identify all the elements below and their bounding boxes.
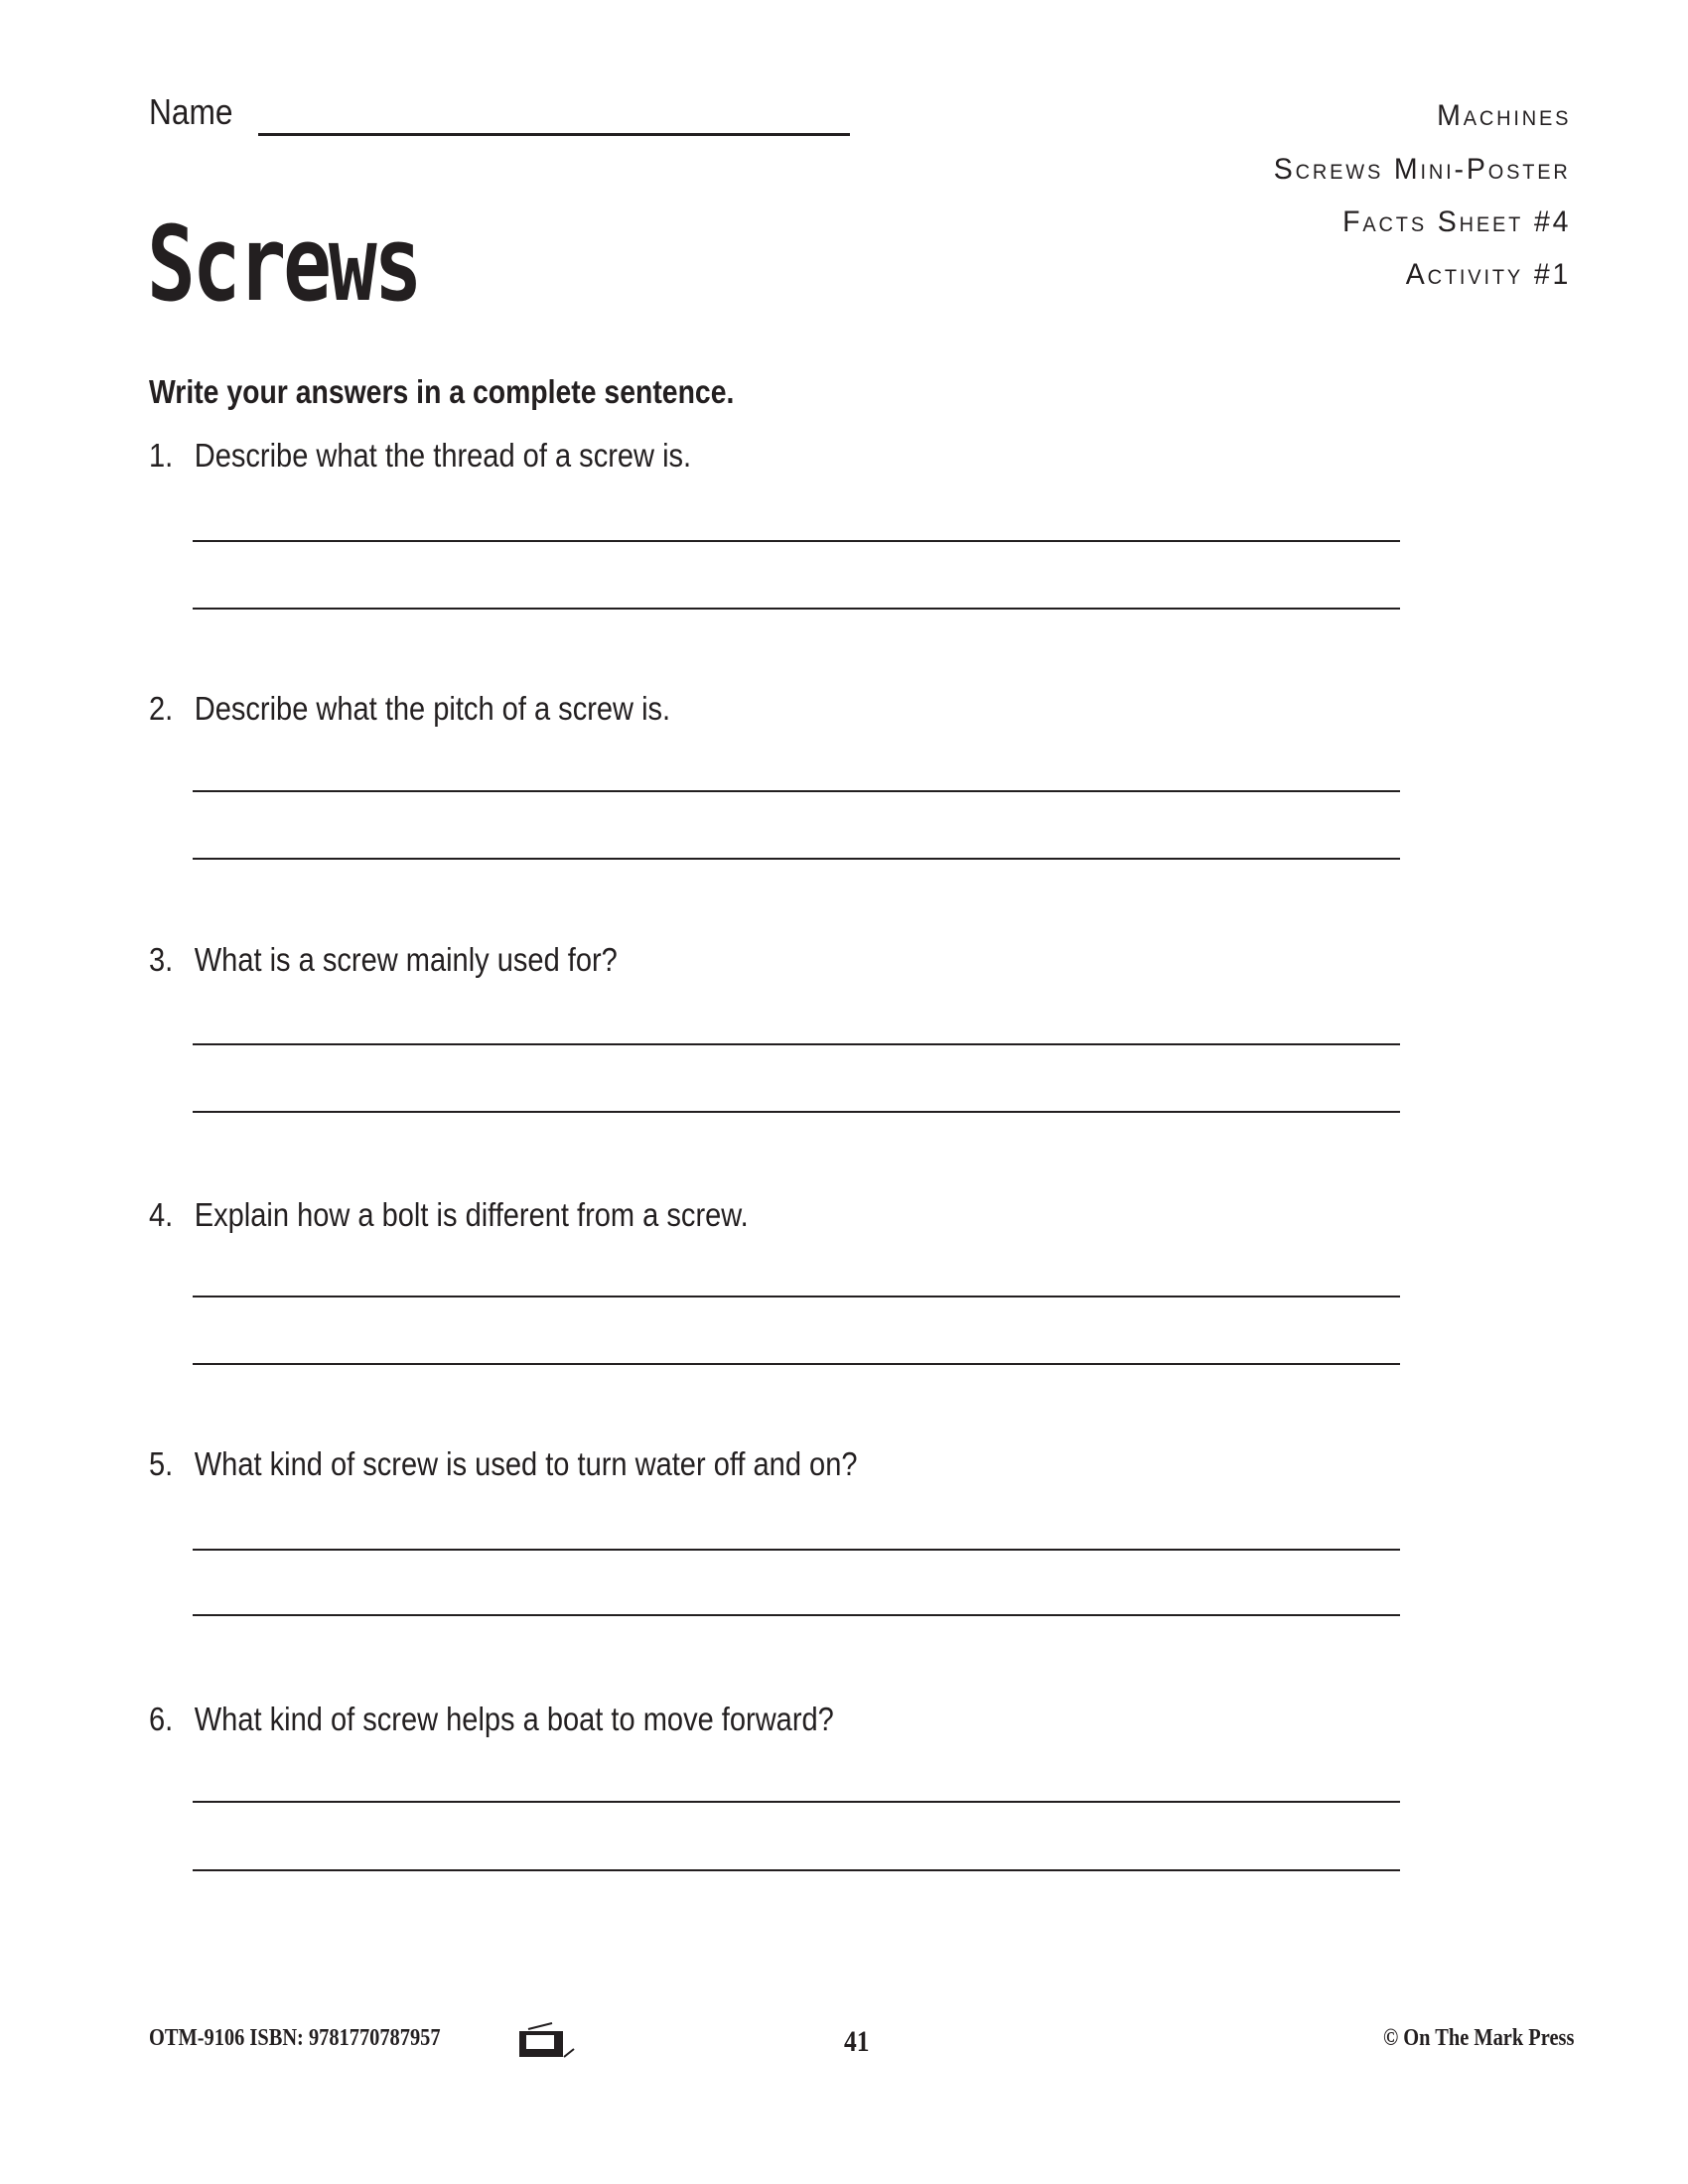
question-text: What kind of screw is used to turn water off and on? (194, 1445, 858, 1482)
answer-line[interactable] (193, 1614, 1400, 1616)
answer-line[interactable] (193, 1111, 1400, 1113)
instructions: Write your answers in a complete sentence. (149, 373, 735, 410)
answer-line[interactable] (193, 790, 1400, 792)
name-answer-line[interactable] (258, 133, 850, 136)
question-2 (149, 690, 670, 728)
footer-isbn: OTM-9106 ISBN: 9781770787957 (149, 2025, 441, 2051)
question-6 (149, 1701, 834, 1738)
question-number: 3. (149, 941, 174, 978)
header-poster: Screws Mini-Poster (1274, 153, 1571, 186)
question-text: What kind of screw helps a boat to move forward? (194, 1701, 834, 1737)
page-title: Screws (147, 204, 420, 325)
question-number: 5. (149, 1445, 174, 1482)
answer-line[interactable] (193, 1869, 1400, 1871)
question-text: Describe what the pitch of a screw is. (194, 690, 671, 727)
answer-line[interactable] (193, 1801, 1400, 1803)
question-4 (149, 1196, 749, 1234)
question-number: 6. (149, 1701, 174, 1737)
question-number: 1. (149, 437, 174, 474)
answer-line[interactable] (193, 540, 1400, 542)
answer-line[interactable] (193, 858, 1400, 860)
answer-line[interactable] (193, 608, 1400, 610)
name-label: Name (149, 91, 233, 132)
header-activity: Activity #1 (1405, 258, 1571, 291)
copier-icon (518, 2021, 588, 2061)
question-text: What is a screw mainly used for? (194, 941, 618, 978)
answer-line[interactable] (193, 1549, 1400, 1551)
question-number: 2. (149, 690, 174, 727)
answer-line[interactable] (193, 1043, 1400, 1045)
question-text: Describe what the thread of a screw is. (194, 437, 692, 474)
question-number: 4. (149, 1196, 174, 1233)
page-number: 41 (844, 2025, 870, 2058)
header-facts-sheet: Facts Sheet #4 (1341, 205, 1571, 238)
header-subject: Machines (1436, 99, 1571, 132)
answer-line[interactable] (193, 1363, 1400, 1365)
question-5 (149, 1445, 858, 1483)
question-3 (149, 941, 618, 979)
question-1 (149, 437, 691, 475)
question-text: Explain how a bolt is different from a screw. (194, 1196, 749, 1233)
footer-copyright: © On The Mark Press (1382, 2025, 1574, 2051)
answer-line[interactable] (193, 1296, 1400, 1297)
